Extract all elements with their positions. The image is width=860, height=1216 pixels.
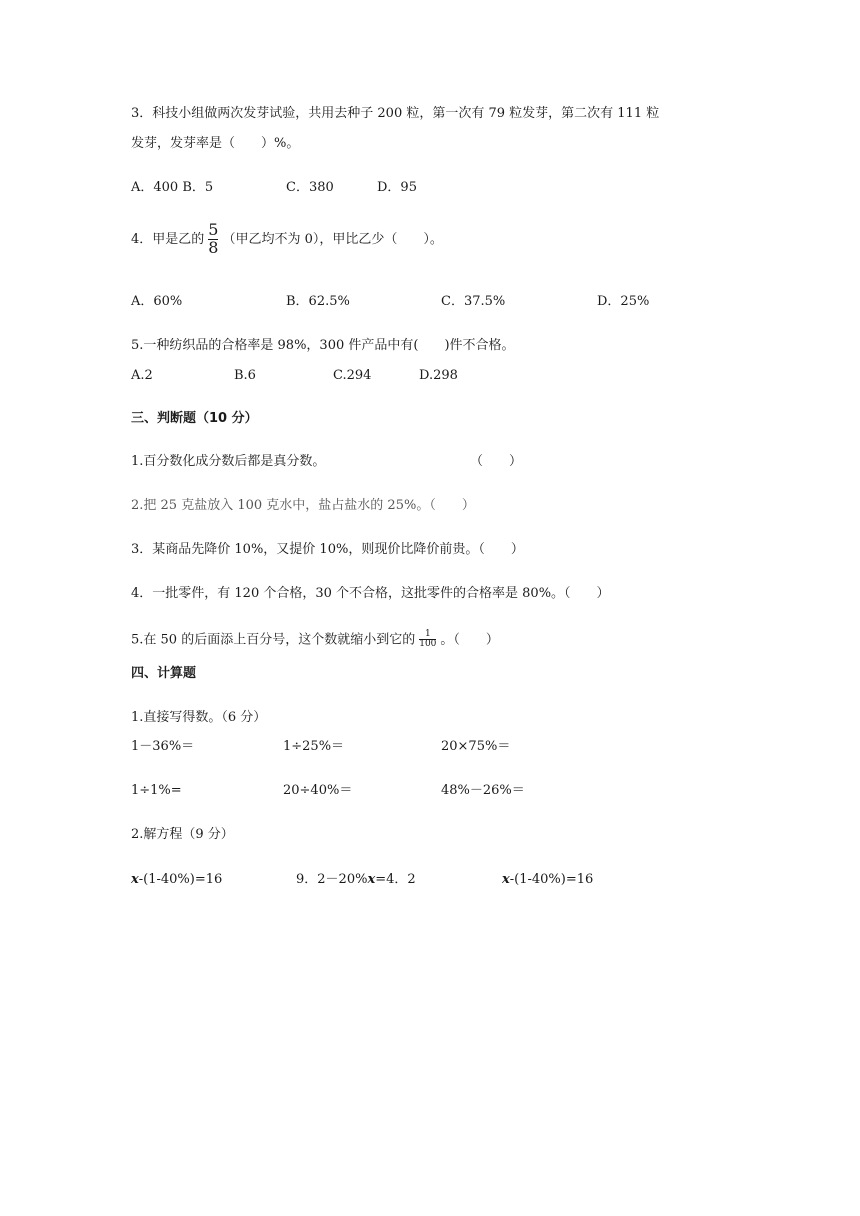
- judge-q5-frac-den: 100: [419, 639, 437, 650]
- judge-q3: 3．某商品先降价 10%，又提价 10%，则现价比降价前贵。（ ）: [131, 542, 524, 557]
- judge-q5-prefix: 5.在 50 的后面添上百分号，这个数就缩小到它的: [131, 632, 416, 648]
- q3-option-d: D．95: [377, 180, 417, 195]
- judge-q5-fraction: [419, 630, 436, 650]
- eq2-post: =4．2: [375, 872, 416, 887]
- calc-sub2-title: 2.解方程（9 分）: [131, 827, 234, 842]
- judge-q5-suffix: 。（ ）: [440, 632, 499, 648]
- calc-row1-item2: 1÷25%＝: [283, 739, 345, 754]
- q5-option-b: B.6: [234, 368, 256, 383]
- q4-option-c: C．37.5%: [441, 294, 506, 309]
- q3-line1: 3．科技小组做两次发芽试验，共用去种子 200 粒，第一次有 79 粒发芽，第二次有 111 粒: [131, 106, 660, 121]
- q4-frac-num: 5: [208, 220, 219, 239]
- eq1-var: x: [131, 872, 139, 887]
- q5-option-d: D.298: [419, 368, 458, 383]
- judge-q5-frac-num: 1: [424, 629, 431, 639]
- eq1-rest: -(1-40%)=16: [138, 872, 223, 887]
- judge-q4: 4．一批零件，有 120 个合格，30 个不合格，这批零件的合格率是 80%。（ ）: [131, 586, 610, 601]
- equation-1: [131, 871, 222, 889]
- judge-q1: 1.百分数化成分数后都是真分数。: [131, 454, 326, 469]
- judge-q2: 2.把 25 克盐放入 100 克水中，盐占盐水的 25%。（ ）: [131, 498, 475, 513]
- equation-3: [502, 871, 593, 889]
- calc-row1-item1: 1－36%＝: [131, 739, 195, 754]
- q5-option-a: A.2: [131, 368, 153, 383]
- eq2-pre: 9．2－20%: [296, 872, 368, 887]
- q4-option-d: D．25%: [597, 294, 650, 309]
- calc-sub1-title: 1.直接写得数。（6 分）: [131, 710, 267, 725]
- q4-prefix: 4．甲是乙的: [131, 231, 205, 247]
- judge-q5: [131, 630, 499, 650]
- judge-q1-paren: （ ）: [470, 454, 523, 469]
- q5-option-c: C.294: [333, 368, 372, 383]
- calc-row1-item3: 20×75%＝: [441, 739, 511, 754]
- calc-heading: 四、计算题: [131, 666, 197, 681]
- equation-2: [296, 871, 416, 889]
- calc-row2-item1: 1÷1%=: [131, 783, 182, 798]
- eq3-rest: -(1-40%)=16: [509, 872, 594, 887]
- q4-frac-den: 8: [208, 237, 219, 257]
- q5-text: 5.一种纺织品的合格率是 98%，300 件产品中有( )件不合格。: [131, 338, 515, 353]
- eq2-var: x: [367, 872, 376, 887]
- q4-fraction: [208, 222, 218, 257]
- q4-suffix: （甲乙均不为 0），甲比乙少（ ）。: [222, 231, 443, 247]
- q3-option-c: C．380: [286, 180, 334, 195]
- judge-heading: 三、判断题（10 分）: [131, 411, 258, 426]
- q4-line: [131, 222, 443, 257]
- q3-option-a: A．400 B．5: [131, 180, 214, 195]
- q4-option-a: A．60%: [131, 294, 183, 309]
- q4-option-b: B．62.5%: [286, 294, 350, 309]
- eq3-var: x: [502, 872, 510, 887]
- calc-row2-item2: 20÷40%＝: [283, 783, 353, 798]
- calc-row2-item3: 48%－26%＝: [441, 783, 525, 798]
- q3-line2: 发芽，发芽率是（ ）%。: [131, 136, 300, 151]
